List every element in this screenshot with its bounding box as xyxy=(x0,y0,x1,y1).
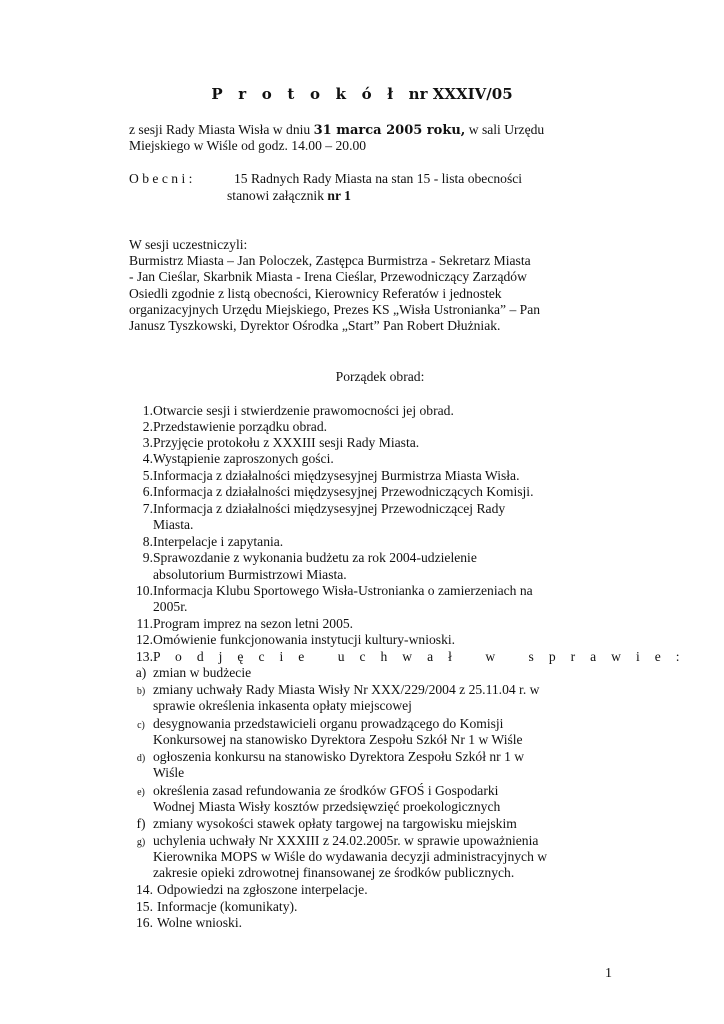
item-text: Informacja z działalności międzysesyjnej Przewodniczących Komisji. xyxy=(153,484,534,499)
item-number: 8. xyxy=(142,534,153,549)
sub-text: zmian w budżecie xyxy=(153,665,252,680)
sub-letter: b) xyxy=(136,686,146,697)
item-number: 12. xyxy=(136,632,153,647)
page-title xyxy=(0,86,724,102)
item-text: Odpowiedzi na zgłoszone interpelacje. xyxy=(157,882,368,897)
agenda-heading: Porządek obrad: xyxy=(335,369,425,384)
sub-letter: f) xyxy=(136,816,146,831)
sub-text-cont: zakresie opieki zdrowotnej finansowanej ze środków publicznych. xyxy=(153,865,515,880)
item-number: 2. xyxy=(142,419,153,434)
sub-text-cont: Wodnej Miasta Wisły kosztów przedsięwzięć proekologicznych xyxy=(153,799,501,814)
item-text: Program imprez na sezon letni 2005. xyxy=(153,616,354,631)
item-number: 5. xyxy=(142,468,153,483)
sub-text-cont: Kierownika MOPS w Wiśle do wydawania decyzji administracyjnych w xyxy=(153,849,548,864)
page-number: 1 xyxy=(605,966,612,981)
attachment-number: nr 1 xyxy=(327,188,351,203)
intro-line-2: Miejskiego w Wiśle od godz. 14.00 – 20.00 xyxy=(129,138,367,153)
item-number: 11. xyxy=(136,616,153,631)
item-number: 15. xyxy=(136,899,153,914)
sub-text: określenia zasad refundowania ze środków GFOŚ i Gospodarki xyxy=(153,783,499,798)
session-date: 31 marca 2005 roku, xyxy=(313,123,466,138)
item-number: 13. xyxy=(136,649,153,664)
sub-text: desygnowania przedstawicieli organu prowadzącego do Komisji xyxy=(153,716,504,731)
present-line-1: 15 Radnych Rady Miasta na stan 15 - lista obecności xyxy=(234,171,523,186)
item-number: 4. xyxy=(142,451,153,466)
sub-text: uchylenia uchwały Nr XXXIII z 24.02.2005r. w sprawie upoważnienia xyxy=(153,833,539,848)
sub-text: zmiany wysokości stawek opłaty targowej na targowisku miejskim xyxy=(153,816,517,831)
sub-letter: e) xyxy=(137,787,145,798)
sub-text: ogłoszenia konkursu na stanowisko Dyrektora Zespołu Szkół nr 1 w xyxy=(153,749,525,764)
participants-line: organizacyjnych Urzędu Miejskiego, Prezes KS „Wisła Ustronianka” – Pan xyxy=(129,301,541,317)
sub-text: zmiany uchwały Rady Miasta Wisły Nr XXX/229/2004 z 25.11.04 r. w xyxy=(153,682,540,697)
participants-line: Burmistrz Miasta – Jan Poloczek, Zastępca Burmistrza - Sekretarz Miasta xyxy=(129,253,531,268)
item-text: P o d j ę c i e u c h w a ł w s p r a w i e : xyxy=(153,649,686,664)
title-word: P r o t o k ó ł xyxy=(211,85,399,103)
item-text: Informacja z działalności międzysesyjnej Burmistrza Miasta Wisła. xyxy=(153,468,520,483)
sub-letter: c) xyxy=(137,720,145,731)
item-text: Omówienie funkcjonowania instytucji kultury-wnioski. xyxy=(153,632,456,647)
item-number: 1. xyxy=(142,403,153,418)
participants-block xyxy=(129,253,639,334)
item-text: Otwarcie sesji i stwierdzenie prawomocności jej obrad. xyxy=(153,403,454,418)
item-text: Informacja z działalności międzysesyjnej Przewodniczącej Rady xyxy=(153,501,506,516)
item-text: Przedstawienie porządku obrad. xyxy=(153,419,328,434)
sub-letter: d) xyxy=(136,753,146,764)
item-text: Informacja Klubu Sportowego Wisła-Ustronianka o zamierzeniach na xyxy=(153,583,533,598)
item-text: Wystąpienie zaproszonych gości. xyxy=(153,451,334,466)
item-text-cont: absolutorium Burmistrzowi Miasta. xyxy=(153,567,347,582)
participants-line: Janusz Tyszkowski, Dyrektor Ośrodka „Start” Pan Robert Dłużniak. xyxy=(129,318,501,334)
intro-text: z sesji Rady Miasta Wisła w dniu xyxy=(129,122,314,137)
item-number: 10. xyxy=(136,583,153,598)
participants-heading: W sesji uczestniczyli: xyxy=(129,237,248,252)
intro-text-end: w sali Urzędu xyxy=(465,122,545,137)
present-attachment-text: stanowi załącznik xyxy=(227,188,328,203)
participants-line: Osiedli zgodnie z listą obecności, Kierownicy Referatów i jednostek xyxy=(129,285,502,301)
sub-text-cont: Wiśle xyxy=(153,765,185,780)
item-number: 9. xyxy=(142,550,153,565)
item-text: Sprawozdanie z wykonania budżetu za rok 2004-udzielenie xyxy=(153,550,477,565)
item-number: 6. xyxy=(142,484,153,499)
sub-letter: g) xyxy=(136,837,146,848)
present-line-2 xyxy=(227,188,351,204)
item-number: 3. xyxy=(142,435,153,450)
item-number: 16. xyxy=(136,915,153,930)
present-label: O b e c n i : xyxy=(129,171,193,186)
item-text: Wolne wnioski. xyxy=(157,915,242,930)
sub-text-cont: Konkursowej na stanowisko Dyrektora Zespołu Szkół Nr 1 w Wiśle xyxy=(153,732,523,747)
item-text: Przyjęcie protokołu z XXXIII sesji Rady Miasta. xyxy=(153,435,420,450)
item-text-cont: 2005r. xyxy=(153,599,188,614)
sub-letter: a) xyxy=(135,665,147,680)
item-text-cont: Miasta. xyxy=(153,517,194,532)
sub-text-cont: sprawie określenia inkasenta opłaty miejscowej xyxy=(153,698,412,713)
item-number: 14. xyxy=(136,882,153,897)
intro-line-1 xyxy=(129,122,639,139)
title-number: nr XXXIV/05 xyxy=(408,85,513,103)
participants-line: - Jan Cieślar, Skarbnik Miasta - Irena Cieślar, Przewodniczący Zarządów xyxy=(129,269,527,285)
item-number: 7. xyxy=(142,501,153,516)
item-text: Informacje (komunikaty). xyxy=(157,899,298,914)
item-text: Interpelacje i zapytania. xyxy=(153,534,284,549)
